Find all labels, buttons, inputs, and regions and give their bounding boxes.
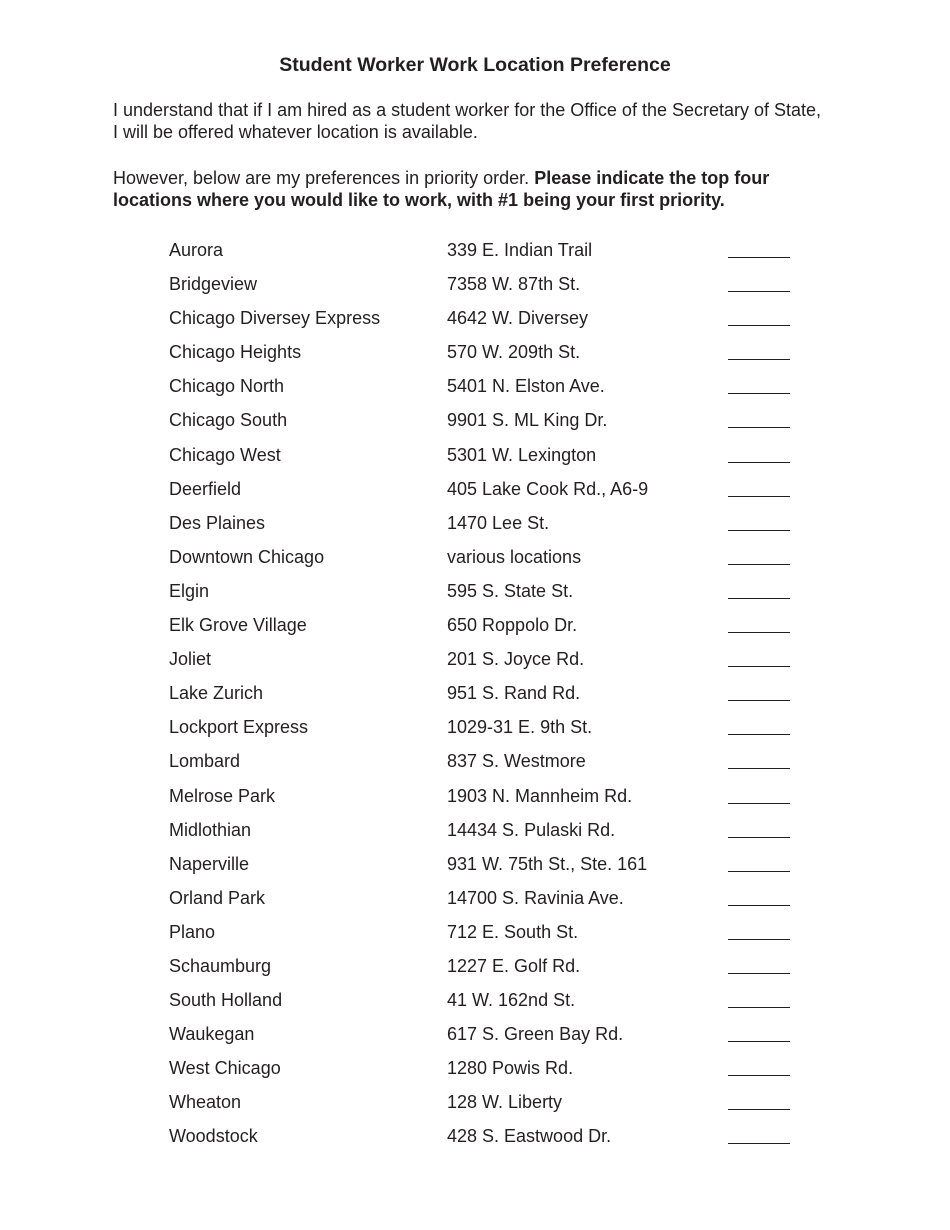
location-name: Woodstock bbox=[169, 1126, 258, 1147]
location-address: 617 S. Green Bay Rd. bbox=[447, 1024, 624, 1045]
location-row bbox=[169, 886, 809, 920]
location-address: 570 W. 209th St. bbox=[447, 342, 581, 363]
priority-blank-line[interactable] bbox=[728, 1143, 790, 1144]
location-address: 1029-31 E. 9th St. bbox=[447, 717, 593, 738]
location-row bbox=[169, 545, 809, 579]
location-row bbox=[169, 238, 809, 272]
location-address: 4642 W. Diversey bbox=[447, 308, 589, 329]
location-row bbox=[169, 647, 809, 681]
location-row bbox=[169, 988, 809, 1022]
intro-paragraph: I understand that if I am hired as a student worker for the Office of the Secretary of State, I will be offered whatever location is available. bbox=[113, 100, 822, 142]
location-address: 41 W. 162nd St. bbox=[447, 990, 576, 1011]
location-address: 650 Roppolo Dr. bbox=[447, 615, 578, 636]
priority-blank-line[interactable] bbox=[728, 905, 790, 906]
priority-blank-line[interactable] bbox=[728, 837, 790, 838]
page-title: Student Worker Work Location Preference bbox=[279, 54, 671, 76]
location-address: 9901 S. ML King Dr. bbox=[447, 410, 608, 431]
location-row bbox=[169, 681, 809, 715]
priority-blank-line[interactable] bbox=[728, 803, 790, 804]
location-address: 5301 W. Lexington bbox=[447, 444, 597, 465]
location-name: Orland Park bbox=[169, 887, 266, 908]
priority-blank-line[interactable] bbox=[728, 768, 790, 769]
location-name: Joliet bbox=[169, 649, 212, 670]
location-address: 951 S. Rand Rd. bbox=[447, 683, 581, 704]
location-row bbox=[169, 579, 809, 613]
priority-blank-line[interactable] bbox=[728, 462, 790, 463]
location-address: 837 S. Westmore bbox=[447, 751, 586, 772]
location-row bbox=[169, 749, 809, 783]
priority-blank-line[interactable] bbox=[728, 666, 790, 667]
location-name: Deerfield bbox=[169, 478, 242, 499]
location-address: 14434 S. Pulaski Rd. bbox=[447, 819, 616, 840]
location-address: various locations bbox=[447, 546, 582, 567]
location-address: 712 E. South St. bbox=[447, 921, 579, 942]
location-address: 1903 N. Mannheim Rd. bbox=[447, 785, 633, 806]
location-row bbox=[169, 340, 809, 374]
priority-blank-line[interactable] bbox=[728, 700, 790, 701]
priority-blank-line[interactable] bbox=[728, 598, 790, 599]
location-address: 201 S. Joyce Rd. bbox=[447, 649, 585, 670]
priority-blank-line[interactable] bbox=[728, 359, 790, 360]
location-name: Lake Zurich bbox=[169, 683, 264, 704]
location-name: Downtown Chicago bbox=[169, 546, 325, 567]
priority-blank-line[interactable] bbox=[728, 427, 790, 428]
location-address: 7358 W. 87th St. bbox=[447, 274, 581, 295]
location-name: Lombard bbox=[169, 751, 241, 772]
location-row bbox=[169, 511, 809, 545]
instructions-bold-text: Please indicate the top four locations where you would like to work, with #1 being your first priority. bbox=[113, 168, 770, 210]
location-address: 14700 S. Ravinia Ave. bbox=[447, 887, 624, 908]
location-row bbox=[169, 784, 809, 818]
location-name: Lockport Express bbox=[169, 717, 309, 738]
instructions-plain-text: However, below are my preferences in priority order. bbox=[113, 168, 535, 188]
location-name: Plano bbox=[169, 921, 216, 942]
location-name: Chicago North bbox=[169, 376, 285, 397]
location-row bbox=[169, 408, 809, 442]
priority-blank-line[interactable] bbox=[728, 871, 790, 872]
priority-blank-line[interactable] bbox=[728, 632, 790, 633]
location-list bbox=[169, 238, 809, 1159]
location-row bbox=[169, 477, 809, 511]
priority-blank-line[interactable] bbox=[728, 393, 790, 394]
location-row bbox=[169, 1056, 809, 1090]
location-address: 5401 N. Elston Ave. bbox=[447, 376, 605, 397]
priority-blank-line[interactable] bbox=[728, 564, 790, 565]
location-name: Melrose Park bbox=[169, 785, 276, 806]
location-row bbox=[169, 920, 809, 954]
location-name: Chicago West bbox=[169, 444, 281, 465]
location-name: West Chicago bbox=[169, 1058, 281, 1079]
location-row bbox=[169, 272, 809, 306]
location-name: Elgin bbox=[169, 580, 210, 601]
priority-blank-line[interactable] bbox=[728, 325, 790, 326]
location-address: 595 S. State St. bbox=[447, 580, 574, 601]
priority-blank-line[interactable] bbox=[728, 496, 790, 497]
location-row bbox=[169, 374, 809, 408]
location-address: 1280 Powis Rd. bbox=[447, 1058, 574, 1079]
priority-blank-line[interactable] bbox=[728, 1041, 790, 1042]
location-name: Waukegan bbox=[169, 1024, 255, 1045]
location-name: Chicago Diversey Express bbox=[169, 308, 381, 329]
location-address: 428 S. Eastwood Dr. bbox=[447, 1126, 612, 1147]
instructions-paragraph bbox=[113, 167, 823, 211]
location-row bbox=[169, 954, 809, 988]
location-address: 931 W. 75th St., Ste. 161 bbox=[447, 853, 648, 874]
location-row bbox=[169, 443, 809, 477]
location-row bbox=[169, 613, 809, 647]
priority-blank-line[interactable] bbox=[728, 530, 790, 531]
priority-blank-line[interactable] bbox=[728, 939, 790, 940]
location-name: Midlothian bbox=[169, 819, 252, 840]
priority-blank-line[interactable] bbox=[728, 734, 790, 735]
location-address: 405 Lake Cook Rd., A6-9 bbox=[447, 478, 649, 499]
location-name: Aurora bbox=[169, 240, 224, 260]
priority-blank-line[interactable] bbox=[728, 291, 790, 292]
location-row bbox=[169, 1022, 809, 1056]
location-row bbox=[169, 1090, 809, 1124]
location-name: Chicago South bbox=[169, 410, 288, 431]
location-address: 128 W. Liberty bbox=[447, 1092, 563, 1113]
priority-blank-line[interactable] bbox=[728, 257, 790, 258]
location-name: Bridgeview bbox=[169, 274, 258, 295]
location-name: Elk Grove Village bbox=[169, 615, 307, 636]
location-name: South Holland bbox=[169, 990, 283, 1011]
priority-blank-line[interactable] bbox=[728, 1109, 790, 1110]
location-name: Wheaton bbox=[169, 1092, 242, 1113]
priority-blank-line[interactable] bbox=[728, 1075, 790, 1076]
location-address: 1227 E. Golf Rd. bbox=[447, 955, 581, 976]
location-name: Schaumburg bbox=[169, 955, 272, 976]
location-row bbox=[169, 1124, 809, 1158]
priority-blank-line[interactable] bbox=[728, 973, 790, 974]
location-row bbox=[169, 715, 809, 749]
location-address: 339 E. Indian Trail bbox=[447, 240, 593, 260]
location-name: Des Plaines bbox=[169, 512, 266, 533]
location-name: Chicago Heights bbox=[169, 342, 302, 363]
location-address: 1470 Lee St. bbox=[447, 512, 550, 533]
location-name: Naperville bbox=[169, 853, 250, 874]
priority-blank-line[interactable] bbox=[728, 1007, 790, 1008]
location-row bbox=[169, 852, 809, 886]
location-row bbox=[169, 818, 809, 852]
location-row bbox=[169, 306, 809, 340]
